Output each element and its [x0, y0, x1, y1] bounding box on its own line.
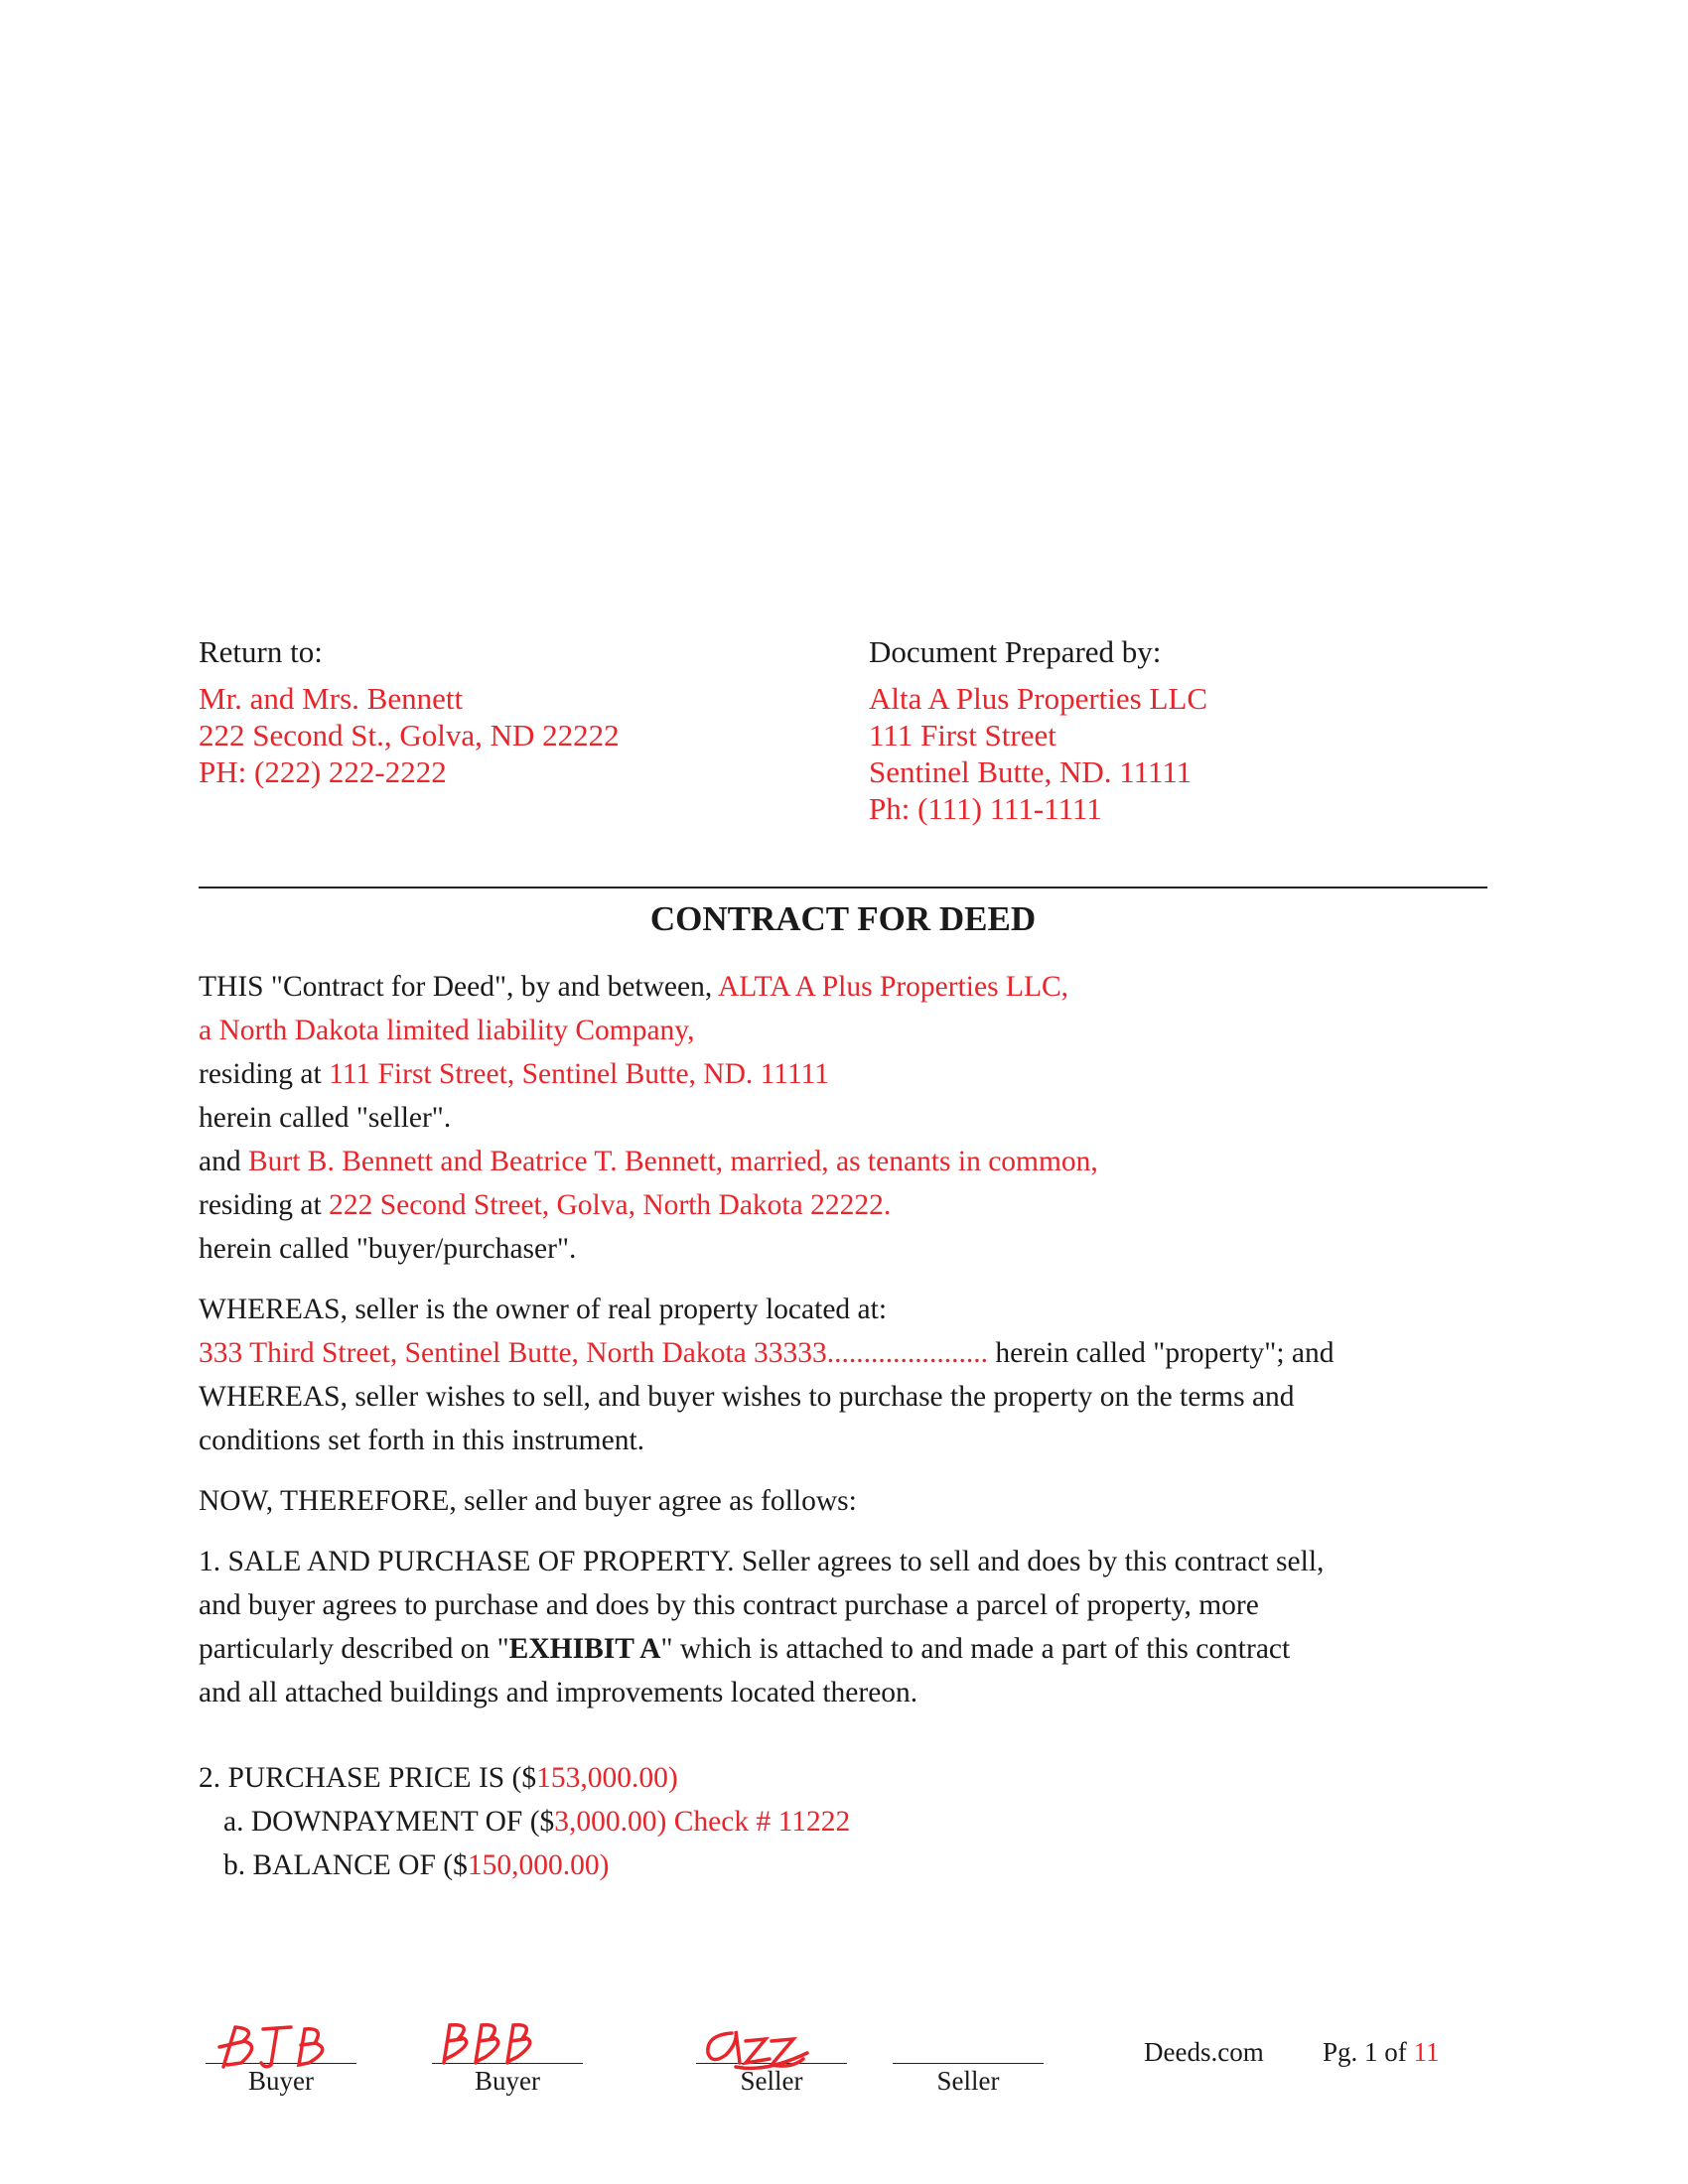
- section1-line-1: 1. SALE AND PURCHASE OF PROPERTY. Seller agrees to sell and does by this contract sell,: [199, 1546, 1325, 1577]
- parties-line-5: [199, 1140, 1499, 1183]
- buyer-residing-label: residing at: [199, 1189, 330, 1221]
- footer-page-number: [1323, 2037, 1440, 2068]
- header-divider: [199, 887, 1487, 888]
- signature-role: Buyer: [475, 2066, 540, 2096]
- buyer-1-initials-signature: [206, 2019, 356, 2075]
- seller-entity: a North Dakota limited liability Company,: [199, 1015, 695, 1046]
- signature-block-buyer-2: [432, 2063, 583, 2097]
- signature-role: Seller: [740, 2066, 803, 2096]
- whereas-line-2: [199, 1331, 1499, 1375]
- parties-intro: THIS "Contract for Deed", by and between,: [199, 971, 718, 1003]
- footer-site: Deeds.com: [1144, 2037, 1264, 2067]
- seller-residing-label: residing at: [199, 1058, 330, 1090]
- seller-name: ALTA A Plus Properties LLC,: [717, 971, 1069, 1003]
- return-to-label: Return to:: [199, 634, 323, 669]
- prepared-by-city: Sentinel Butte, ND. 11111: [869, 754, 1193, 789]
- return-to-block: [199, 633, 834, 790]
- parties-line-1: [199, 965, 1499, 1009]
- parties-line-6: [199, 1183, 1499, 1227]
- whereas-line-3: WHEREAS, seller wishes to sell, and buyer wishes to purchase the property on the terms and: [199, 1381, 1295, 1413]
- and-word: and: [199, 1146, 248, 1177]
- purchase-price-value: 153,000.00): [536, 1762, 678, 1794]
- section1-line-3-post: " which is attached to and made a part of this contract: [660, 1633, 1291, 1665]
- seller-address: 111 First Street, Sentinel Butte, ND. 11111: [329, 1058, 830, 1090]
- purchase-price-label: 2. PURCHASE PRICE IS ($: [199, 1762, 537, 1794]
- exhibit-a: EXHIBIT A: [508, 1633, 661, 1665]
- return-to-address: 222 Second St., Golva, ND 22222: [199, 718, 620, 752]
- document-title: CONTRACT FOR DEED: [649, 899, 1037, 938]
- prepared-by-block: [869, 633, 1484, 827]
- spacer: [199, 1462, 1499, 1479]
- spacer: [199, 1714, 1499, 1756]
- spacer: [199, 1271, 1499, 1288]
- parties-line-3: [199, 1052, 1499, 1096]
- downpayment-line: [199, 1800, 1499, 1843]
- downpayment-value: 3,000.00) Check # 11222: [554, 1806, 851, 1838]
- purchase-price-line: [199, 1756, 1499, 1800]
- balance-value: 150,000.00): [467, 1849, 610, 1881]
- seller-called: herein called "seller".: [199, 1102, 452, 1134]
- signature-role: Buyer: [248, 2066, 314, 2096]
- section1-line-4: and all attached buildings and improvements located thereon.: [199, 1677, 918, 1708]
- property-address: 333 Third Street, Sentinel Butte, North Dakota 33333......................: [199, 1337, 989, 1369]
- balance-line: [199, 1843, 1499, 1887]
- spacer: [199, 1523, 1499, 1540]
- return-to-phone: PH: (222) 222-2222: [199, 754, 447, 789]
- signature-block-seller-1: [696, 2063, 847, 2097]
- signature-line: [893, 2063, 1044, 2064]
- buyer-2-initials-signature: [432, 2019, 583, 2075]
- prepared-by-name: Alta A Plus Properties LLC: [869, 681, 1207, 716]
- section1-line-3: [199, 1627, 1499, 1671]
- balance-label: b. BALANCE OF ($: [223, 1849, 468, 1881]
- property-called: herein called "property"; and: [988, 1337, 1335, 1369]
- signature-role: Seller: [936, 2066, 1000, 2096]
- buyer-names: Burt B. Bennett and Beatrice T. Bennett, married, as tenants in common,: [247, 1146, 1098, 1177]
- page-total: 11: [1413, 2037, 1440, 2067]
- signature-block-buyer-1: [206, 2063, 356, 2097]
- buyer-address: 222 Second Street, Golva, North Dakota 22222.: [329, 1189, 892, 1221]
- page-prefix: Pg. 1 of: [1323, 2037, 1414, 2067]
- whereas-line-4: conditions set forth in this instrument.: [199, 1425, 645, 1456]
- whereas-line-1: WHEREAS, seller is the owner of real property located at:: [199, 1294, 888, 1325]
- seller-1-initials-signature: [696, 2019, 847, 2075]
- section1-line-2: and buyer agrees to purchase and does by this contract purchase a parcel of property, more: [199, 1589, 1259, 1621]
- buyer-called: herein called "buyer/purchaser".: [199, 1233, 577, 1265]
- now-therefore: NOW, THEREFORE, seller and buyer agree as follows:: [199, 1485, 857, 1517]
- contract-body: [199, 965, 1499, 1887]
- signature-block-seller-2: [893, 2063, 1044, 2097]
- prepared-by-label: Document Prepared by:: [869, 634, 1162, 669]
- prepared-by-street: 111 First Street: [869, 718, 1056, 752]
- prepared-by-phone: Ph: (111) 111-1111: [869, 791, 1102, 826]
- return-to-name: Mr. and Mrs. Bennett: [199, 681, 464, 716]
- section1-line-3-pre: particularly described on ": [199, 1633, 509, 1665]
- downpayment-label: a. DOWNPAYMENT OF ($: [223, 1806, 555, 1838]
